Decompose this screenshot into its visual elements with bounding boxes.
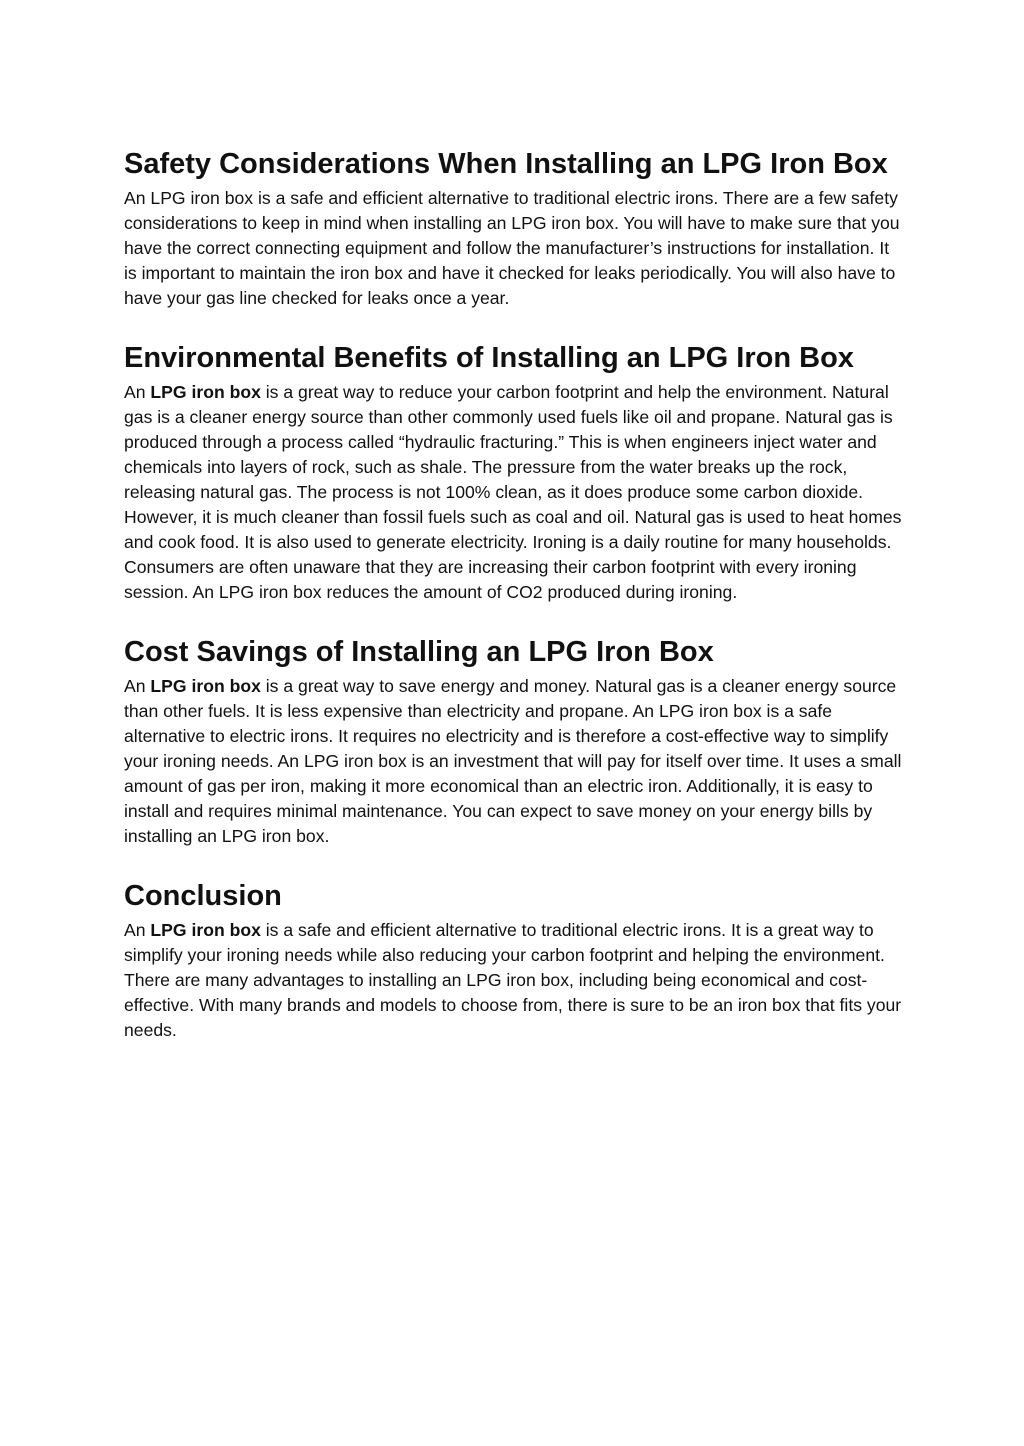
paragraph-text: is a safe and efficient alternative to traditional electric irons. It is a great way to simplify your ironing needs while also reducing your carbon footprint and helping the environment. There are many advantages to installing an LPG iron box, including being economical and cost-effective. With many brands and models to choose from, there is sure to be an iron box that fits your needs. [124, 920, 902, 1040]
section-paragraph [124, 186, 904, 311]
keyword-bold: LPG iron box [150, 382, 261, 402]
section-paragraph [124, 674, 904, 849]
paragraph-text: is a great way to reduce your carbon footprint and help the environment. Natural gas is a cleaner energy source than other commonly used fuels like oil and propane. Natural gas is produced through a process called “hydraulic fracturing.” This is when engineers inject water and chemicals into layers of rock, such as shale. The pressure from the water breaks up the rock, releasing natural gas. The process is not 100% clean, as it does produce some carbon dioxide. However, it is much cleaner than fossil fuels such as coal and oil. Natural gas is used to heat homes and cook food. It is also used to generate electricity. Ironing is a daily routine for many households. Consumers are often unaware that they are increasing their carbon footprint with every ironing session. An LPG iron box reduces the amount of CO2 produced during ironing. [124, 382, 902, 602]
paragraph-text: An LPG iron box is a safe and efficient alternative to traditional electric irons. There are a few safety considerations to keep in mind when installing an LPG iron box. You will have to make sure that you have the correct connecting equipment and follow the manufacturer’s instructions for installation. It is important to maintain the iron box and have it checked for leaks periodically. You will also have to have your gas line checked for leaks once a year. [124, 188, 900, 308]
section-heading: Environmental Benefits of Installing an LPG Iron Box [124, 342, 854, 374]
section-environmental-benefits [124, 338, 904, 605]
section-paragraph [124, 380, 904, 605]
keyword-bold: LPG iron box [150, 676, 261, 696]
keyword-bold: LPG iron box [150, 920, 261, 940]
paragraph-lead: An [124, 676, 151, 696]
document-page [124, 144, 904, 1070]
paragraph-lead: An [124, 382, 151, 402]
section-conclusion [124, 876, 904, 1043]
section-cost-savings [124, 632, 904, 849]
section-paragraph [124, 918, 904, 1043]
section-heading: Conclusion [124, 880, 282, 912]
section-safety [124, 144, 904, 311]
paragraph-lead: An [124, 920, 151, 940]
section-heading: Cost Savings of Installing an LPG Iron Box [124, 636, 714, 668]
section-heading: Safety Considerations When Installing an LPG Iron Box [124, 148, 888, 180]
paragraph-text: is a great way to save energy and money. Natural gas is a cleaner energy source than other fuels. It is less expensive than electricity and propane. An LPG iron box is a safe alternative to electric irons. It requires no electricity and is therefore a cost-effective way to simplify your ironing needs. An LPG iron box is an investment that will pay for itself over time. It uses a small amount of gas per iron, making it more economical than an electric iron. Additionally, it is easy to install and requires minimal maintenance. You can expect to save money on your energy bills by installing an LPG iron box. [124, 676, 902, 846]
